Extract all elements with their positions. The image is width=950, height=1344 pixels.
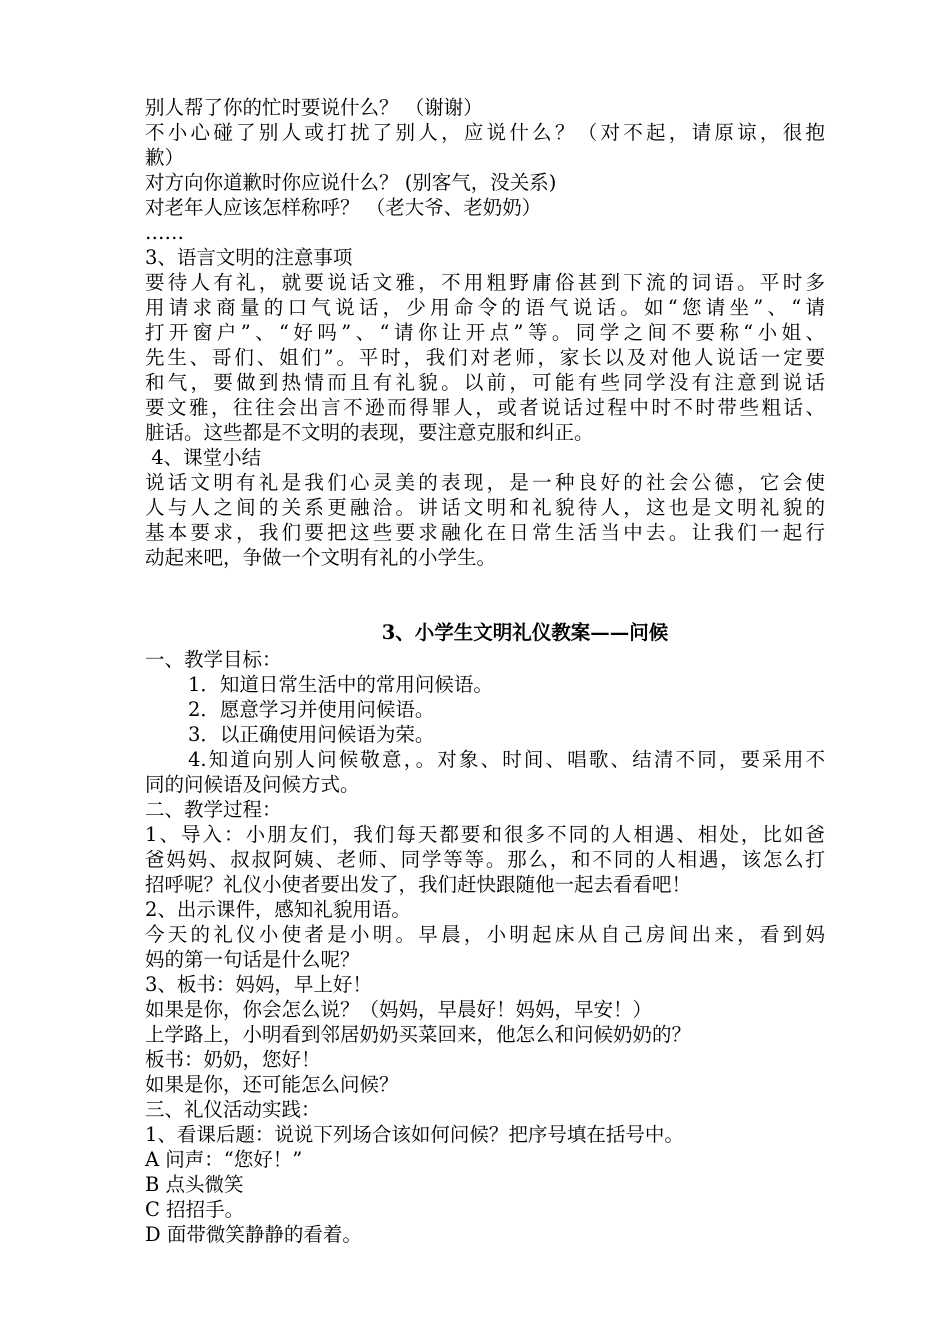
qa-line: 对方向你道歉时你应说什么？ (别客气，没关系)	[145, 171, 557, 194]
paragraph-line: 用请求商量的口气说话，少用命令的语气说话。如“您请坐”、“请	[145, 296, 825, 319]
section-heading: 二、教学过程：	[145, 798, 282, 821]
paragraph-line: 人与人之间的关系更融洽。讲话文明和礼貌待人，这也是文明礼貌的	[145, 496, 825, 519]
process-line: 妈的第一句话是什么呢？	[145, 948, 360, 971]
section-heading: 三、礼仪活动实践：	[145, 1098, 321, 1121]
qa-line: 别人帮了你的忙时要说什么？ （谢谢）	[145, 96, 483, 119]
section-heading: 3、语言文明的注意事项	[145, 246, 353, 269]
section-heading: 4、课堂小结	[145, 446, 262, 469]
qa-line: 对老年人应该怎样称呼？ （老大爷、老奶奶）	[145, 196, 542, 219]
process-line: 上学路上，小明看到邻居奶奶买菜回来，他怎么和问候奶奶的？	[145, 1023, 692, 1046]
option-item: B 点头微笑	[145, 1173, 244, 1196]
option-item: C 招招手。	[145, 1198, 245, 1221]
paragraph-line: 和气，要做到热情而且有礼貌。以前，可能有些同学没有注意到说话	[145, 371, 825, 394]
process-line: 如果是你，你会怎么说？（妈妈，早晨好！妈妈，早安！）	[145, 998, 653, 1021]
option-item: A 问声：“您好！”	[145, 1148, 303, 1171]
lesson-title: 3、小学生文明礼仪教案——问候	[381, 621, 669, 644]
paragraph-line: 脏话。这些都是不文明的表现，要注意克服和纠正。	[145, 421, 594, 444]
process-line: 板书：奶奶，您好！	[145, 1048, 321, 1071]
goal-continuation: 同的问候语及问候方式。	[145, 773, 360, 796]
process-line: 3、板书：妈妈，早上好！	[145, 973, 372, 996]
process-line: 今天的礼仪小使者是小明。早晨，小明起床从自己房间出来，看到妈	[145, 923, 825, 946]
paragraph-line: 动起来吧，争做一个文明有礼的小学生。	[145, 546, 497, 569]
qa-line: 歉）	[145, 146, 185, 169]
practice-line: 1、看课后题：说说下列场合该如何问候？把序号填在括号中。	[145, 1123, 684, 1146]
goal-item: 4.知道向别人问候敬意，。对象、时间、唱歌、结清不同，要采用不	[188, 748, 825, 771]
goal-item: 3．以正确使用问候语为荣。	[188, 723, 435, 746]
qa-line: 不小心碰了别人或打扰了别人，应说什么？（对不起，请原谅，很抱	[145, 121, 825, 144]
paragraph-line: 要待人有礼，就要说话文雅，不用粗野庸俗甚到下流的词语。平时多	[145, 271, 825, 294]
process-line: 2、出示课件，感知礼貌用语。	[145, 898, 411, 921]
paragraph-line: 说话文明有礼是我们心灵美的表现，是一种良好的社会公德，它会使	[145, 471, 825, 494]
paragraph-line: 要文雅，往往会出言不逊而得罪人，或者说话过程中时不时带些粗话、	[145, 396, 825, 419]
goal-item: 2．愿意学习并使用问候语。	[188, 698, 435, 721]
paragraph-line: 基本要求，我们要把这些要求融化在日常生活当中去。让我们一起行	[145, 521, 825, 544]
process-line: 爸妈妈、叔叔阿姨、老师、同学等等。那么，和不同的人相遇，该怎么打	[145, 848, 825, 871]
paragraph-line: 打开窗户”、“好吗”、“请你让开点”等。同学之间不要称“小姐、	[145, 321, 825, 344]
process-line: 如果是你，还可能怎么问候？	[145, 1073, 399, 1096]
ellipsis-line: ……	[145, 221, 184, 244]
option-item: D 面带微笑静静的看着。	[145, 1223, 362, 1246]
section-heading: 一、教学目标：	[145, 648, 282, 671]
process-line: 1、导入：小朋友们，我们每天都要和很多不同的人相遇、相处，比如爸	[145, 823, 825, 846]
goal-item: 1．知道日常生活中的常用问候语。	[188, 673, 493, 696]
process-line: 招呼呢？礼仪小使者要出发了，我们赶快跟随他一起去看看吧！	[145, 873, 692, 896]
paragraph-line: 先生、哥们、姐们”。平时，我们对老师，家长以及对他人说话一定要	[145, 346, 825, 369]
